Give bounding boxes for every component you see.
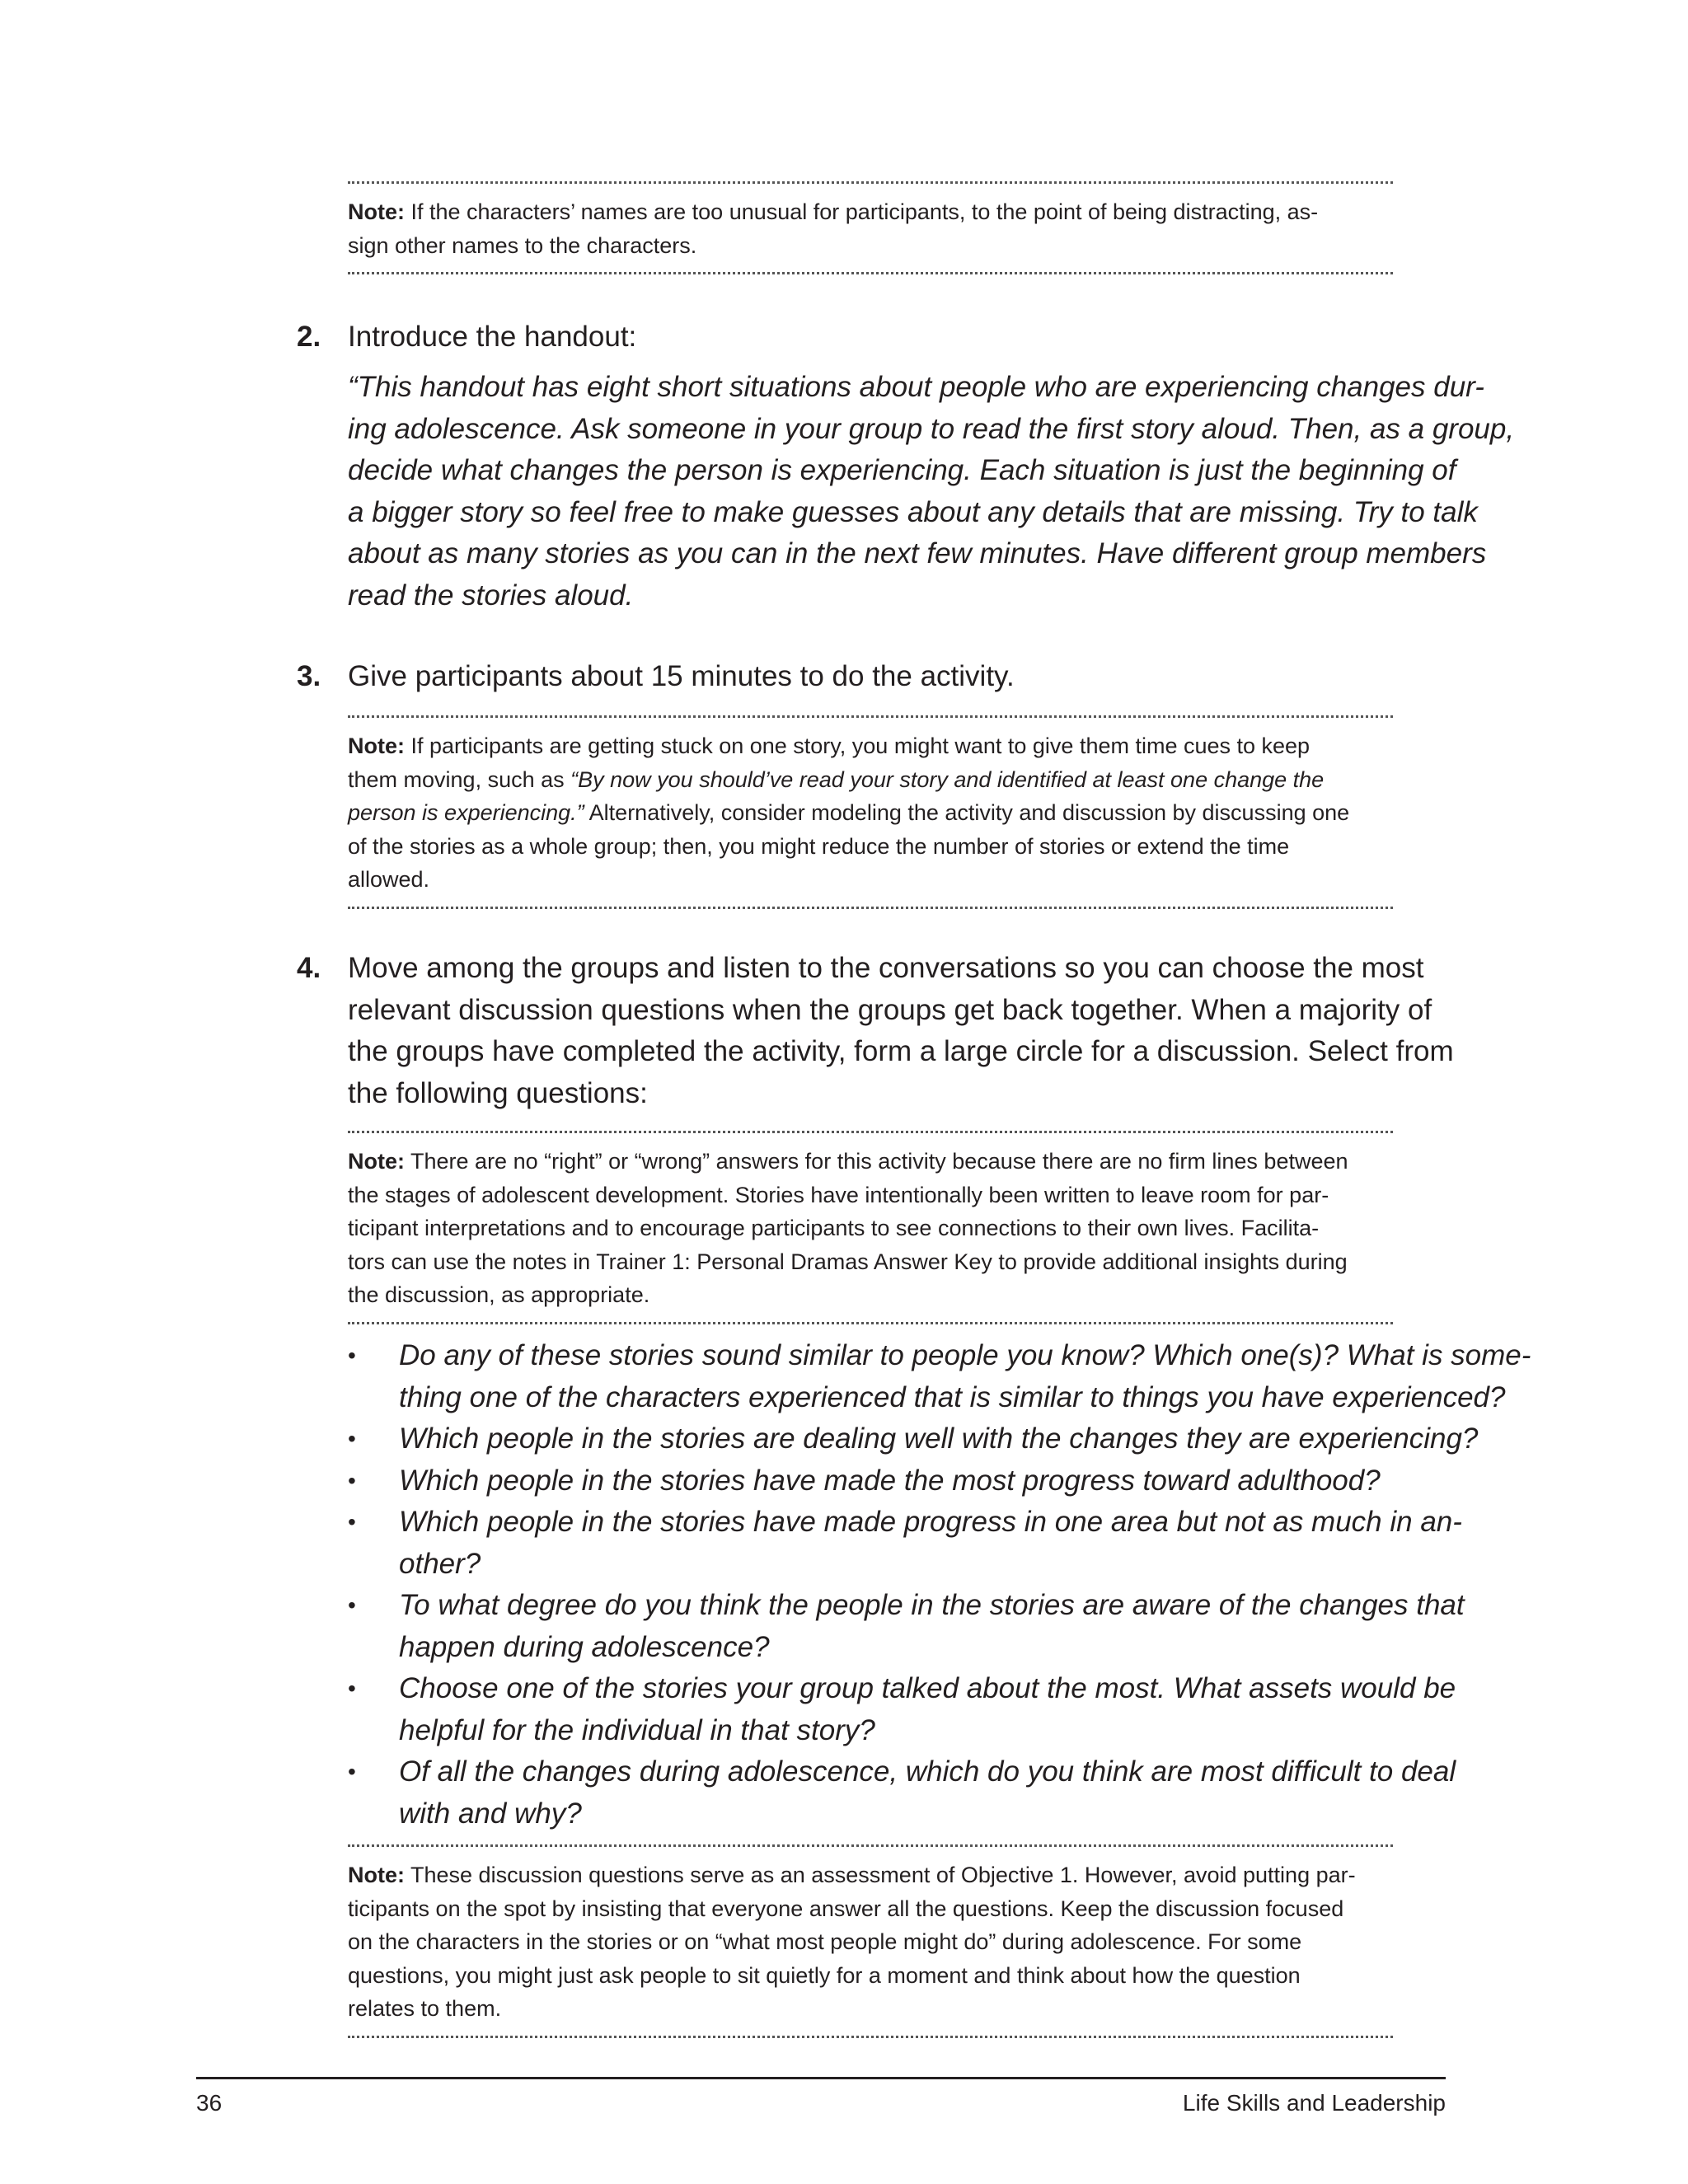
list-item: • To what degree do you think the people in the stories are aware of the changes that happen during adolescence? [348, 1585, 1452, 1668]
step-text: the groups have completed the activity, form a large circle for a discussion. Select from [348, 1035, 1454, 1067]
list-item: • Which people in the stories have made the most progress toward adulthood? [348, 1460, 1452, 1502]
list-item: • Which people in the stories have made progress in one area but not as much in an- other? [348, 1502, 1452, 1585]
step-text: Give participants about 15 minutes to do the activity. [348, 660, 1015, 692]
footer-divider [196, 2077, 1446, 2079]
bullet-icon: • [348, 1343, 356, 1368]
list-item: • Which people in the stories are dealing well with the changes they are experiencing? [348, 1418, 1452, 1460]
note-label: Note: [348, 199, 405, 224]
note-box-assessment: Note: These discussion questions serve as an assessment of Objective 1. However, avoid putting par- ticipants on the spot by insisting that everyone answer all the questions. Keep the discussion focused on the characters in the stories or on “what most people might do” during adolescence. For some questions, you might just ask people to sit quietly for a moment and think about how the question relates to them. [348, 1844, 1393, 2038]
note-label: Note: [348, 1863, 405, 1887]
discussion-questions-list [348, 1335, 1531, 1835]
note-box-character-names [348, 181, 1393, 274]
step-text: Introduce the handout: [348, 321, 637, 353]
bullet-icon: • [348, 1592, 356, 1618]
bullet-icon: • [348, 1426, 356, 1451]
bullet-icon: • [348, 1467, 356, 1493]
list-item: • Of all the changes during adolescence, which do you think are most difficult to deal with and why? [348, 1751, 1452, 1835]
list-item: • Choose one of the stories your group talked about the most. What assets would be helpful for the individual in that story? [348, 1668, 1452, 1751]
note-label: Note: [348, 733, 405, 758]
bullet-icon: • [348, 1675, 356, 1701]
bullet-icon: • [348, 1509, 356, 1535]
note-label: Note: [348, 1149, 405, 1174]
step-number: 3. [297, 660, 321, 692]
running-title: Life Skills and Leadership [1182, 2090, 1446, 2116]
step-number: 4. [297, 952, 321, 984]
handout-intro-quote: “This handout has eight short situations about people who are experiencing changes dur- ing adolescence. Ask someone in your group to read the first story aloud. Then, as a group, decide what changes the person is experiencing. Each situation is just the beginning of a bigger story so feel free to make guesses about any details that are missing. Try to talk about as many stories as you can in the next few minutes. Have different group members read the stories aloud. [348, 371, 1515, 612]
note-line: sign other names to the characters. [348, 232, 697, 258]
note-box-time-cues: Note: If participants are getting stuck on one story, you might want to give them time cues to keep them moving, such as “By now you should’ve read your story and identified at least one change the person is experiencing.” Alternatively, consider modeling the activity and discussion by discussing one of the stories as a whole group; then, you might reduce the number of stories or extend the time allowed. [348, 715, 1393, 909]
page-number: 36 [196, 2090, 223, 2116]
step-text: Move among the groups and listen to the conversations so you can choose the most [348, 952, 1424, 984]
note-line: Note: If the characters’ names are too unusual for participants, to the point of being distracting, as- [348, 199, 1319, 224]
step-text: the following questions: [348, 1076, 648, 1109]
step-number: 2. [297, 321, 321, 353]
step-text: relevant discussion questions when the groups get back together. When a majority of [348, 993, 1432, 1026]
note-box-no-right-answers: Note: There are no “right” or “wrong” answers for this activity because there are no firm lines between the stages of adolescent development. Stories have intentionally been written to leave room for par- ticipant interpretations and to encourage participants to see connections to their own lives. Facilita- tors can use the notes in Trainer 1: Personal Dramas Answer Key to provide additional insights during the discussion, as appropriate. [348, 1131, 1393, 1324]
list-item: • Do any of these stories sound similar to people you know? Which one(s)? What is some- thing one of the characters experienced that is similar to things you have experienced? [348, 1335, 1452, 1418]
bullet-icon: • [348, 1759, 356, 1784]
